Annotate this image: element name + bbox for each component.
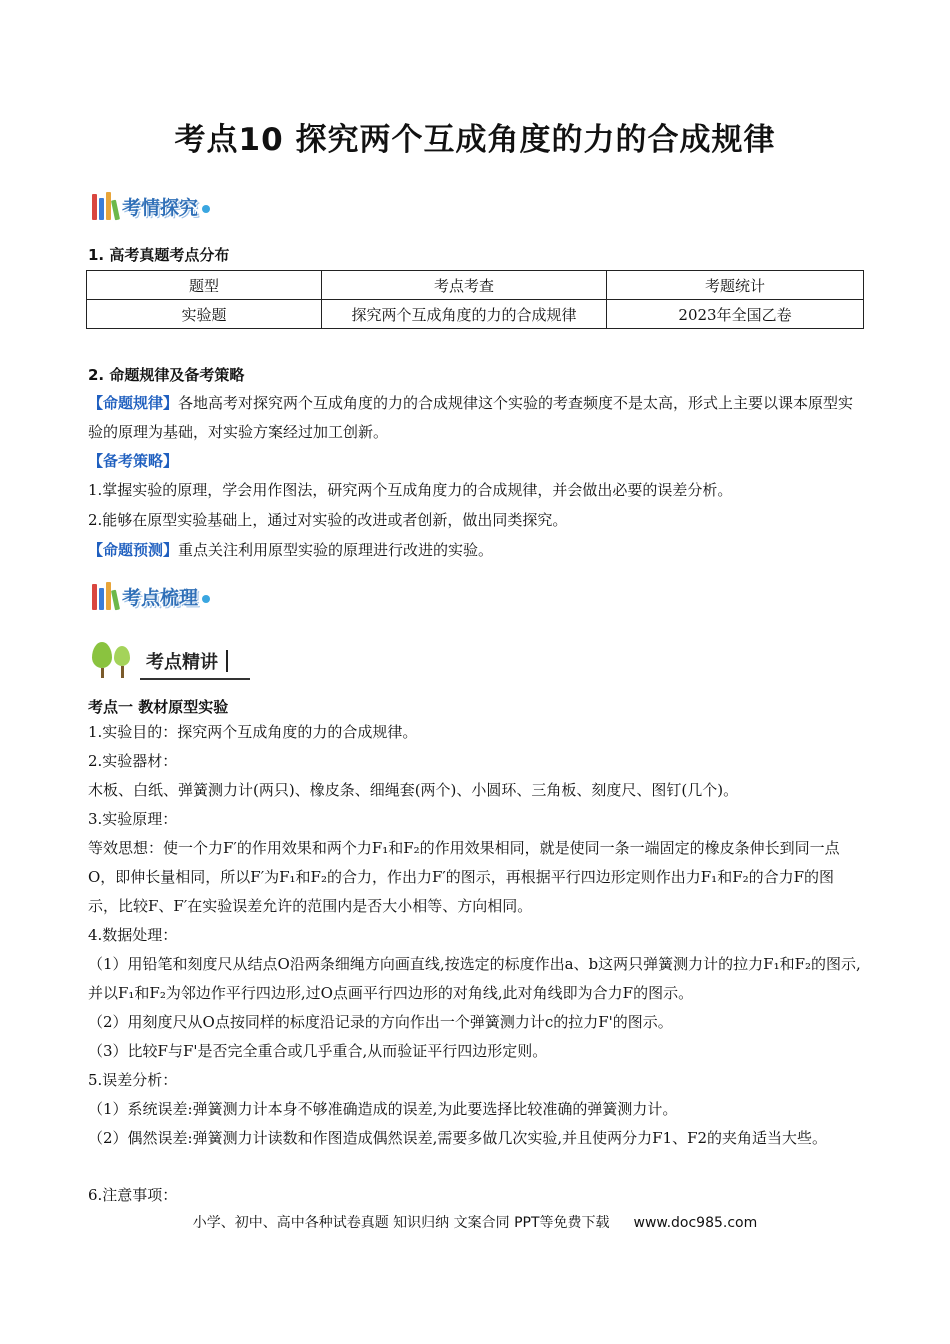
table-header-cell: 考点考查	[322, 271, 607, 300]
badge-label: 考点精讲	[146, 652, 218, 673]
predict-tag: 【命题预测】	[88, 541, 179, 559]
footer-text: 小学、初中、高中各种试卷真题 知识归纳 文案合同 PPT等免费下载	[192, 1215, 610, 1231]
content-line: 2.实验器材：	[88, 752, 178, 770]
content-line: 4.数据处理：	[88, 926, 178, 944]
content-line: （2）用刻度尺从O点按同样的标度沿记录的方向作出一个弹簧测力计c的拉力F'的图示。	[88, 1013, 673, 1031]
exam-stats-table	[86, 270, 864, 329]
content-line: 3.实验原理：	[88, 810, 178, 828]
content-paragraph: （1）用铅笔和刻度尺从结点O沿两条细绳方向画直线,按选定的标度作出a、b这两只弹簧测力计的拉力F₁和F₂的图示,并以F₁和F₂为邻边作平行四边形,过O点画平行四边形的对角线,此对角线即为合力F的图示。	[88, 955, 861, 1002]
predict-paragraph	[88, 536, 864, 565]
badge-label: 考情探究	[122, 196, 199, 219]
table-row	[87, 300, 864, 329]
table-header-row	[87, 271, 864, 300]
rule-paragraph	[88, 389, 864, 447]
tree-icon	[92, 642, 112, 678]
table-cell: 2023年全国乙卷	[607, 300, 864, 329]
tree-icon	[114, 646, 130, 678]
page-title: 考点10 探究两个互成角度的力的合成规律	[174, 122, 776, 158]
content-line: 5.误差分析：	[88, 1071, 178, 1089]
badge-label: 考点梳理	[122, 586, 199, 609]
content-line: 6.注意事项：	[88, 1186, 178, 1204]
section-heading: 2. 命题规律及备考策略	[88, 366, 245, 384]
content-line: 木板、白纸、弹簧测力计(两只)、橡皮条、细绳套(两个)、小圆环、三角板、刻度尺、图钉(几个)。	[88, 781, 739, 799]
table-cell: 探究两个互成角度的力的合成规律	[322, 300, 607, 329]
strategy-item: 2.能够在原型实验基础上，通过对实验的改进或者创新，做出同类探究。	[88, 511, 568, 529]
content-paragraph: （2）偶然误差:弹簧测力计读数和作图造成偶然误差,需要多做几次实验,并且使两分力F1、F2的夹角适当大些。	[88, 1129, 828, 1147]
badge-underline	[140, 678, 250, 680]
content-line: （3）比较F与F'是否完全重合或几乎重合,从而验证平行四边形定则。	[88, 1042, 548, 1060]
section-badge-jingjiang	[90, 638, 250, 682]
text-cursor	[226, 650, 228, 672]
content-paragraph: 等效思想：使一个力F′的作用效果和两个力F₁和F₂的作用效果相同，就是使同一条一端固定的橡皮条伸长到同一点O，即伸长量相同，所以F′为F₁和F₂的合力，作出力F′的图示，再根据平行四边形定则作出力F₁和F₂的合力F的图示，比较F、F′在实验误差允许的范围内是否大小相等、方向相同。	[88, 839, 840, 915]
content-line: （1）系统误差:弹簧测力计本身不够准确造成的误差,为此要选择比较准确的弹簧测力计。	[88, 1100, 678, 1118]
section-badge-kaoqing	[92, 190, 210, 222]
section-heading: 1. 高考真题考点分布	[88, 246, 230, 264]
dot-icon	[202, 205, 210, 213]
table-header-cell: 题型	[87, 271, 322, 300]
rule-tag: 【命题规律】	[88, 394, 179, 412]
predict-text: 重点关注利用原型实验的原理进行改进的实验。	[178, 541, 494, 559]
books-icon	[92, 192, 118, 220]
topic-heading: 考点一 教材原型实验	[88, 698, 229, 716]
strategy-tag: 【备考策略】	[88, 452, 179, 470]
section-badge-shuli	[92, 580, 210, 612]
books-icon	[92, 582, 118, 610]
table-cell: 实验题	[87, 300, 322, 329]
content-line: 1.实验目的：探究两个互成角度的力的合成规律。	[88, 723, 418, 741]
dot-icon	[202, 595, 210, 603]
strategy-item: 1.掌握实验的原理，学会用作图法，研究两个互成角度力的合成规律，并会做出必要的误差分析。	[88, 481, 733, 499]
rule-text: 各地高考对探究两个互成角度的力的合成规律这个实验的考查频度不是太高，形式上主要以课本原型实验的原理为基础，对实验方案经过加工创新。	[88, 394, 854, 441]
strategy-tag-line	[88, 447, 864, 476]
footer-link[interactable]: www.doc985.com	[633, 1215, 758, 1231]
page-footer	[0, 1212, 950, 1232]
table-header-cell: 考题统计	[607, 271, 864, 300]
